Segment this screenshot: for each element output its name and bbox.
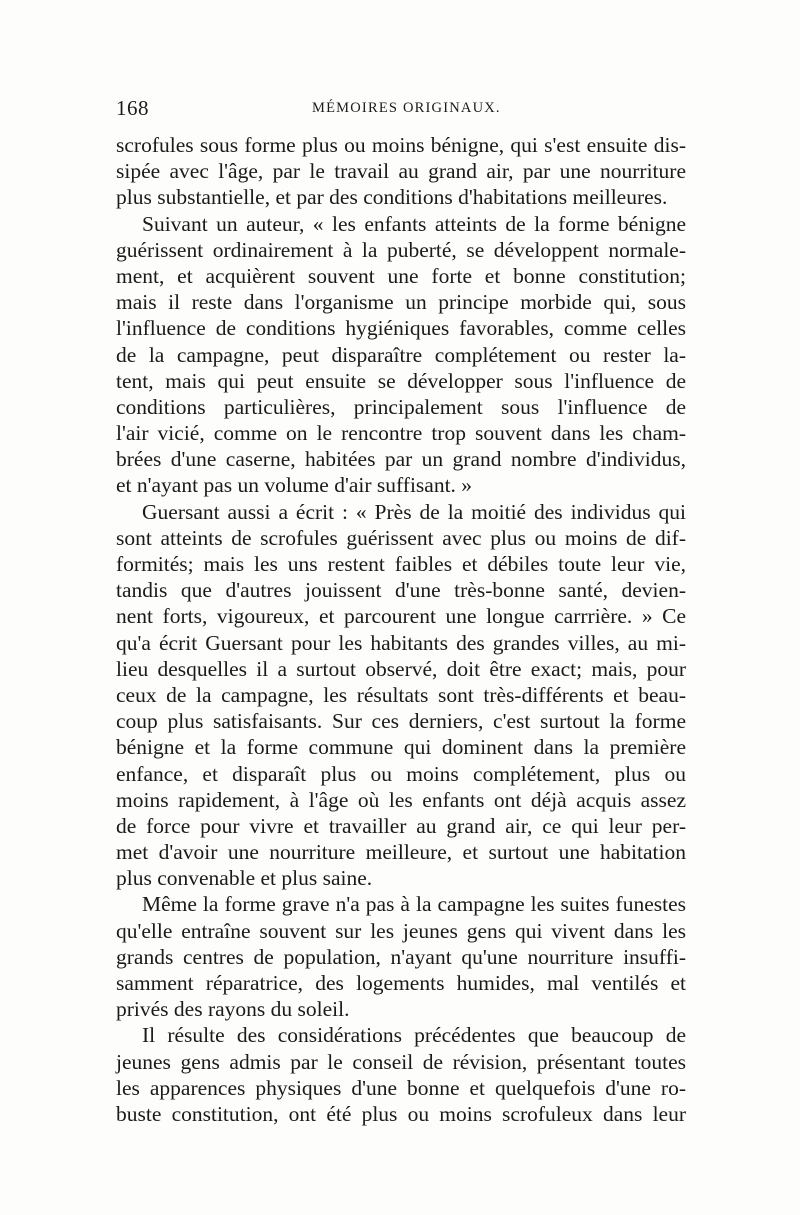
text-line: jeunes gens admis par le conseil de révision, présentant toutes (116, 1049, 686, 1074)
text-line: plus substantielle, et par des conditions d'habitations meilleures. (116, 185, 668, 210)
text-line: brées d'une caserne, habitées par un grand nombre d'individus, (116, 447, 686, 472)
text-line: moins rapidement, à l'âge où les enfants ont déjà acquis assez (116, 787, 686, 812)
text-line: mais il reste dans l'organisme un principe morbide qui, sous (116, 290, 686, 315)
text-line: de la campagne, peut disparaître complétement ou rester la- (116, 342, 686, 367)
text-line: et n'ayant pas un volume d'air suffisant. » (116, 473, 473, 498)
text-line: qu'elle entraîne souvent sur les jeunes gens qui vivent dans les (116, 918, 686, 943)
text-line: enfance, et disparaît plus ou moins complétement, plus ou (116, 761, 686, 786)
text-line: l'influence de conditions hygiéniques favorables, comme celles (116, 316, 686, 341)
text-line: les apparences physiques d'une bonne et quelquefois d'une ro- (116, 1075, 686, 1100)
text-line: Même la forme grave n'a pas à la campagne les suites funestes (142, 892, 686, 917)
text-line: de force pour vivre et travailler au grand air, ce qui leur per- (116, 813, 686, 838)
text-line: bénigne et la forme commune qui dominent dans la première (116, 735, 686, 760)
text-line: buste constitution, ont été plus ou moins scrofuleux dans leur (116, 1101, 686, 1126)
text-line: sont atteints de scrofules guérissent avec plus ou moins de dif- (116, 525, 686, 550)
text-line: grands centres de population, n'ayant qu'une nourriture insuffi- (116, 944, 686, 969)
text-line: Il résulte des considérations précédentes que beaucoup de (142, 1023, 686, 1048)
text-line: scrofules sous forme plus ou moins bénigne, qui s'est ensuite dis- (116, 133, 686, 157)
text-line: conditions particulières, principalement sous l'influence de (116, 394, 686, 419)
text-line: l'air vicié, comme on le rencontre trop souvent dans les cham- (116, 421, 686, 446)
text-line: tent, mais qui peut ensuite se développer sous l'influence de (116, 368, 686, 393)
text-line: Guersant aussi a écrit : « Près de la moitié des individus qui (142, 499, 686, 524)
text-line: lieu desquelles il a surtout observé, doit être exact; mais, pour (116, 656, 686, 681)
text-line: samment réparatrice, des logements humides, mal ventilés et (116, 971, 686, 995)
text-line: tandis que d'autres jouissent d'une très-bonne santé, devien- (116, 578, 686, 603)
running-head: MÉMOIRES ORIGINAUX. (312, 100, 501, 116)
text-line: formités; mais les uns restent faibles et débiles toute leur vie, (116, 552, 686, 576)
page-number: 168 (116, 96, 149, 120)
text-line: guérissent ordinairement à la puberté, se développent normale- (116, 237, 686, 262)
text-line: ment, et acquièrent souvent une forte et bonne constitution; (116, 263, 686, 288)
text-line: nent forts, vigoureux, et parcourent une longue carrrière. » Ce (116, 604, 686, 629)
text-line: met d'avoir une nourriture meilleure, et surtout une habitation (116, 840, 686, 865)
text-line: plus convenable et plus saine. (116, 866, 373, 891)
text-line: qu'a écrit Guersant pour les habitants des grandes villes, au mi- (116, 630, 686, 655)
text-line: ceux de la campagne, les résultats sont très-différents et beau- (116, 682, 686, 707)
text-line: privés des rayons du soleil. (116, 997, 350, 1022)
text-line: Suivant un auteur, « les enfants atteints de la forme bénigne (142, 211, 686, 236)
body-text (116, 132, 686, 1127)
text-line: coup plus satisfaisants. Sur ces derniers, c'est surtout la forme (116, 709, 686, 734)
text-line: sipée avec l'âge, par le travail au grand air, par une nourriture (116, 159, 686, 184)
page-header (116, 96, 688, 120)
